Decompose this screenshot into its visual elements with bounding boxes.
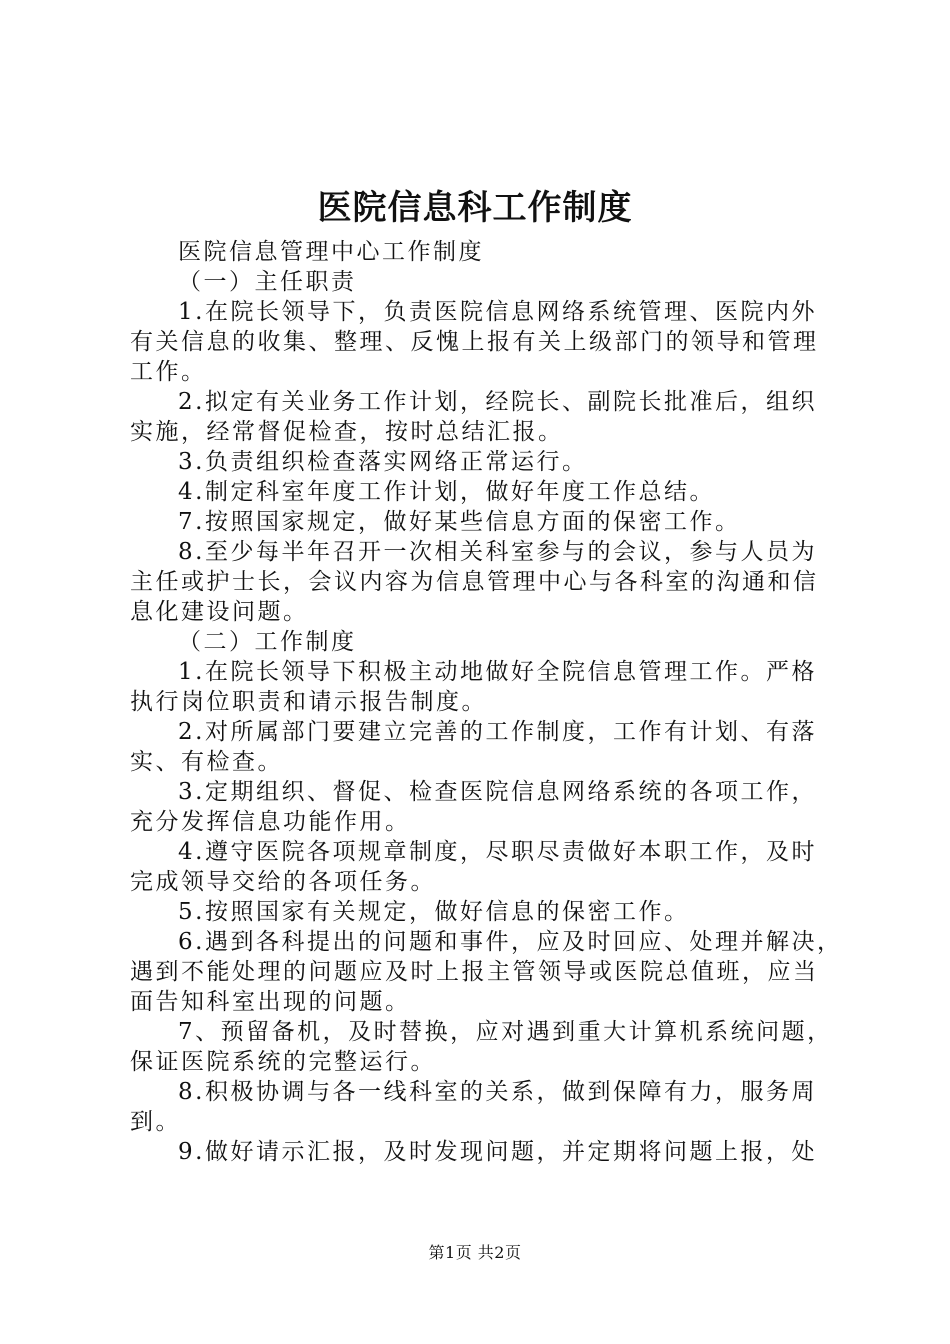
document-title: 医院信息科工作制度 — [317, 188, 633, 228]
paragraph-line: 息化建设问题。 — [130, 599, 309, 625]
paragraph-line: 1.在院长领导下积极主动地做好全院信息管理工作。严格 — [178, 659, 817, 685]
paragraph-line: 8.积极协调与各一线科室的关系，做到保障有力，服务周 — [178, 1079, 817, 1105]
paragraph-line: 2.拟定有关业务工作计划，经院长、副院长批准后，组织 — [178, 389, 817, 415]
paragraph-line: 遇到不能处理的问题应及时上报主管领导或医院总值班，应当 — [130, 959, 819, 985]
page-footer: 第1页 共2页 — [428, 1243, 522, 1262]
paragraph-line: 3.负责组织检查落实网络正常运行。 — [178, 449, 588, 475]
paragraph-line: 2.对所属部门要建立完善的工作制度，工作有计划、有落 — [178, 719, 817, 745]
paragraph-line: 实施，经常督促检查，按时总结汇报。 — [130, 419, 564, 445]
paragraph-line: 完成领导交给的各项任务。 — [130, 869, 436, 895]
paragraph-line: 面告知科室出现的问题。 — [130, 989, 411, 1015]
paragraph-line: 4.遵守医院各项规章制度，尽职尽责做好本职工作，及时 — [178, 839, 817, 865]
paragraph-line: 执行岗位职责和请示报告制度。 — [130, 689, 487, 715]
paragraph-line: 7、预留备机，及时替换，应对遇到重大计算机系统问题， — [178, 1019, 833, 1045]
paragraph-line: 3.定期组织、督促、检查医院信息网络系统的各项工作， — [178, 779, 817, 805]
section-heading-1: （一）主任职责 — [178, 269, 357, 295]
doc-subtitle: 医院信息管理中心工作制度 — [178, 239, 484, 265]
paragraph-line: 到。 — [130, 1109, 181, 1135]
paragraph-line: 主任或护士长，会议内容为信息管理中心与各科室的沟通和信 — [130, 569, 819, 595]
paragraph-line: 有关信息的收集、整理、反愧上报有关上级部门的领导和管理 — [130, 329, 819, 355]
paragraph-line: 保证医院系统的完整运行。 — [130, 1049, 436, 1075]
document-body — [130, 237, 843, 1167]
paragraph-line: 9.做好请示汇报，及时发现问题，并定期将问题上报，处 — [178, 1139, 817, 1165]
section-heading-2: （二）工作制度 — [178, 629, 357, 655]
paragraph-line: 实、有检查。 — [130, 749, 283, 775]
paragraph-line: 7.按照国家规定，做好某些信息方面的保密工作。 — [178, 509, 741, 535]
paragraph-line: 工作。 — [130, 359, 207, 385]
paragraph-line: 充分发挥信息功能作用。 — [130, 809, 411, 835]
paragraph-line: 8.至少每半年召开一次相关科室参与的会议，参与人员为 — [178, 539, 817, 565]
paragraph-line: 6.遇到各科提出的问题和事件，应及时回应、处理并解决， — [178, 929, 843, 955]
paragraph-line: 5.按照国家有关规定，做好信息的保密工作。 — [178, 899, 690, 925]
paragraph-line: 1.在院长领导下，负责医院信息网络系统管理、医院内外 — [178, 299, 817, 325]
paragraph-line: 4.制定科室年度工作计划，做好年度工作总结。 — [178, 479, 715, 505]
